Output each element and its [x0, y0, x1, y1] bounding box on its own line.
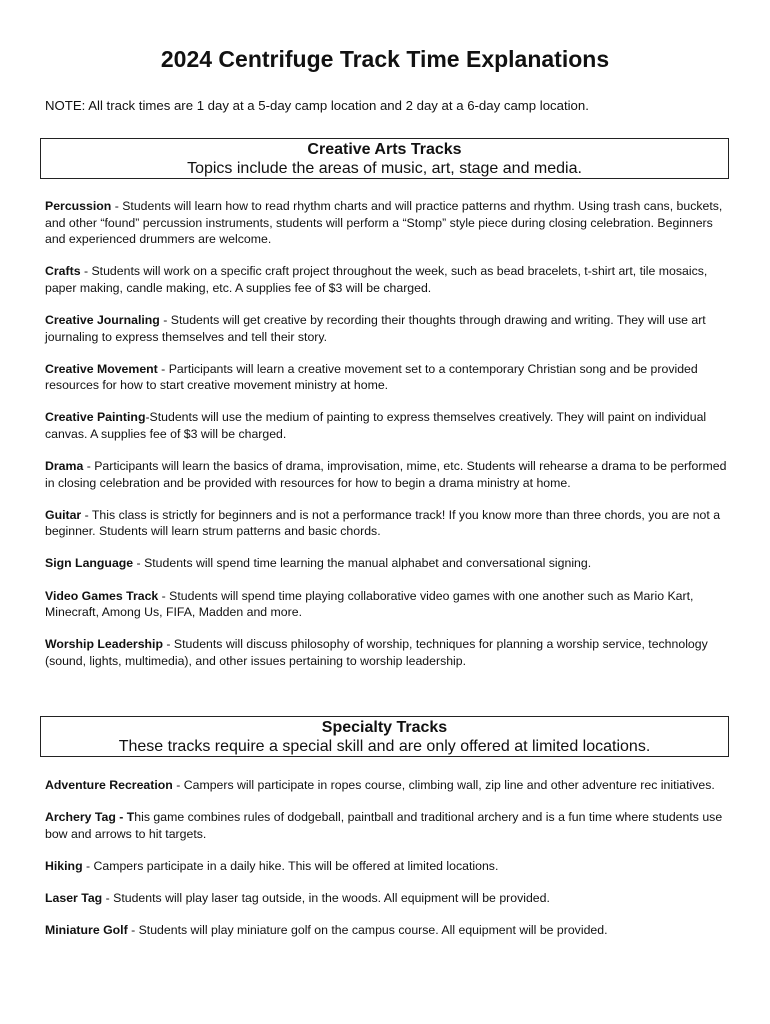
track-description: -Students will use the medium of painting to express themselves creatively. They will paint on individual canvas. A supplies fee of $3 will be charged. [45, 410, 707, 441]
specialty-subheading: These tracks require a special skill and are only offered at limited locations. [118, 738, 651, 755]
track-entry-crafts [45, 263, 730, 296]
specialty-heading: Specialty Tracks [321, 719, 448, 736]
track-name: Drama [45, 459, 84, 474]
document-title: 2024 Centrifuge Track Time Explanations [160, 46, 610, 72]
track-entry-archery-tag [45, 809, 730, 842]
track-entry-video-games [45, 588, 730, 621]
track-description: his game combines rules of dodgeball, paintball and traditional archery and is a fun time where students use bow and arrows to hit targets. [45, 810, 723, 841]
track-name: Adventure Recreation [45, 778, 173, 792]
track-description: - This class is strictly for beginners and is not a performance track! If you know more than three chords, you are not a beginner. Students will learn strum patterns and basic chords. [45, 507, 721, 539]
track-entry-sign-language [45, 555, 730, 572]
track-description: - Students will play miniature golf on the campus course. All equipment will be provided. [127, 922, 608, 937]
specialty-header-box [40, 716, 729, 757]
track-entry-drama [45, 458, 730, 491]
creative-arts-subheading: Topics include the areas of music, art, stage and media. [187, 160, 582, 177]
camp-note: NOTE: All track times are 1 day at a 5-day camp location and 2 day at a 6-day camp location. [45, 98, 589, 113]
track-description: - Students will work on a specific craft project throughout the week, such as bead bracelets, t-shirt art, tile mosaics, paper making, candle making, etc. A supplies fee of $3 will be charged. [45, 264, 708, 295]
track-description: - Participants will learn the basics of drama, improvisation, mime, etc. Students will rehearse a drama to be performed in closing celebration and be provided with resources for how to begin a drama ministry at home. [45, 459, 727, 490]
track-description: - Participants will learn a creative movement set to a contemporary Christian song and be provided resources for how to start creative movement ministry at home. [45, 361, 698, 393]
track-name: Sign Language [45, 556, 134, 571]
track-entry-adventure-recreation [45, 777, 730, 794]
track-description: - Students will learn how to read rhythm charts and will practice patterns and rhythm. Using trash cans, buckets, and other “found” percussion instruments, students will perform a “Stomp” style piece during closing celebration. Beginners and experienced drummers are welcome. [45, 199, 723, 247]
specialty-track-list [45, 777, 730, 954]
track-entry-miniature-golf [45, 922, 730, 939]
track-name: Guitar [45, 507, 82, 522]
track-name: Crafts [45, 264, 81, 279]
track-entry-hiking [45, 858, 730, 875]
track-description: - Students will spend time learning the manual alphabet and conversational signing. [133, 556, 592, 571]
track-entry-percussion [45, 198, 730, 248]
creative-arts-header-box [40, 138, 729, 179]
track-name: Creative Painting [45, 410, 146, 425]
track-name: Miniature Golf [45, 922, 128, 937]
creative-arts-heading: Creative Arts Tracks [307, 141, 462, 158]
track-name: Laser Tag [45, 890, 103, 905]
track-description: - Students will spend time playing collaborative video games with one another such as Mario Kart, Minecraft, Among Us, FIFA, Madden and more. [45, 588, 694, 620]
track-entry-creative-journaling [45, 312, 730, 345]
track-name: Video Games Track [45, 588, 159, 603]
track-name: Creative Movement [45, 361, 158, 376]
track-name: Creative Journaling [45, 312, 160, 327]
track-description: - Campers will participate in ropes course, climbing wall, zip line and other adventure rec initiatives. [172, 778, 715, 792]
track-name: Hiking [45, 858, 83, 873]
track-entry-laser-tag [45, 890, 730, 907]
track-description: - Students will get creative by recording their thoughts through drawing and writing. They will use art journaling to express themselves and tell their story. [45, 312, 706, 344]
track-name: Worship Leadership [45, 637, 163, 652]
track-entry-creative-painting [45, 409, 730, 442]
track-entry-creative-movement [45, 361, 730, 394]
track-entry-guitar [45, 507, 730, 540]
track-entry-worship-leadership [45, 636, 730, 669]
track-description: - Students will play laser tag outside, in the woods. All equipment will be provided. [102, 890, 550, 905]
track-description: - Campers participate in a daily hike. This will be offered at limited locations. [82, 858, 499, 873]
track-description: - Students will discuss philosophy of worship, techniques for planning a worship service, technology (sound, lights, multimedia), and other issues pertaining to worship leadership. [45, 637, 708, 668]
track-name: Percussion [45, 199, 112, 213]
track-name: Archery Tag - T [45, 810, 135, 825]
creative-arts-track-list [45, 198, 730, 685]
